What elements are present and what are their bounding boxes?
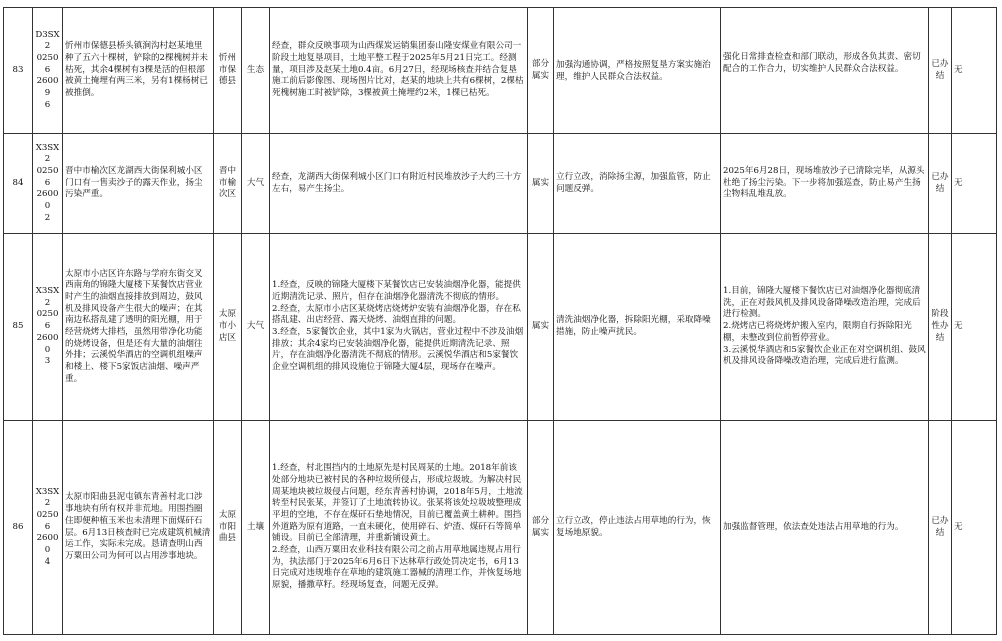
rectification-measures: 立行立改，停止违法占用草地的行为，恢复场地原貌。 — [554, 421, 721, 635]
issue-description: 太原市阳曲县泥屯镇东青善村北口涉事地块有所有权并非荒地。用围挡圈住即便种植玉米也未清理下面煤矸石层。6月13日核查时已完成建筑机械清运工作，实际未完成。恳请查明山西万粟田公司为何可以占用涉事地块。 — [63, 421, 214, 635]
status: 阶段性办结 — [929, 234, 952, 421]
accountability: 无 — [952, 8, 997, 134]
region: 太原市阳曲县 — [214, 421, 242, 635]
investigation-findings: 经查，龙湖西大街保利城小区门口有附近村民堆放沙子大约三十方左右，易产生扬尘。 — [270, 134, 528, 234]
case-code: X3SX2 02506 26000 2 — [33, 134, 63, 234]
case-code: D3SX2 02506 26009 6 — [33, 8, 63, 134]
pollution-type: 土壤 — [242, 421, 270, 635]
issue-description: 忻州市保德县桥头镇涧沟村赵某地里种了五六十棵树，铲除的2棵槐树并未枯死，其余4棵树有3棵是活的但根部被黄土掩埋有两三米，另有1棵杨树已被推倒。 — [63, 8, 214, 134]
complaint-table — [3, 7, 997, 635]
status: 已办结 — [929, 421, 952, 635]
pollution-type: 大气 — [242, 134, 270, 234]
status: 已办结 — [929, 8, 952, 134]
case-code: X3SX2 02506 26000 4 — [33, 421, 63, 635]
verdict: 部分属实 — [528, 421, 554, 635]
row-number: 83 — [4, 8, 33, 134]
verdict: 属实 — [528, 234, 554, 421]
verdict: 属实 — [528, 134, 554, 234]
table-row — [4, 8, 997, 134]
status: 已办结 — [929, 134, 952, 234]
issue-description: 太原市小店区许东路与学府东街交叉西南角的锦隆大厦楼下某餐饮店营业时产生的油烟直接排放到周边，鼓风机及排风设备产生很大的噪声；在其南边私搭乱建了透明的阳光棚，用于经营烧烤大排档，虽然用带净化功能的烧烤设备，但是还有大量的油烟往外排；云溪悦华酒店的空调机组噪声和楼上、楼下5家饭店油烟、噪声严重。 — [63, 234, 214, 421]
verdict: 部分属实 — [528, 8, 554, 134]
progress: 强化日常排查检查和部门联动，形成各负其责、密切配合的工作合力，切实维护人民群众合法权益。 — [721, 8, 929, 134]
region: 太原市小店区 — [214, 234, 242, 421]
accountability: 无 — [952, 421, 997, 635]
row-number: 86 — [4, 421, 33, 635]
table-row — [4, 134, 997, 234]
investigation-findings: 1.经查，反映的锦隆大厦楼下某餐饮店已安装油烟净化器，能提供近期清洗记录、照片，但存在油烟净化器清洗不彻底的情形。 2.经查，太原市小店区某烧烤店烧烤炉安装有油烟净化器，存在私搭乱建、出店经营、露天烧烤、油烟直排的问题。 3.经查，5家餐饮企业，其中1家为火锅店，营业过程中不涉及油烟排放；其余4家均已安装油烟净化器，能提供近期清洗记录、照片，存在油烟净化器清洗不彻底的情形。云溪悦华酒店和5家餐饮企业空调机组的排风设施位于锦隆大厦4层，现场存在噪声。 — [270, 234, 528, 421]
rectification-measures: 加强沟通协调，严格按照复垦方案实施治理，维护人民群众合法权益。 — [554, 8, 721, 134]
pollution-type: 生态 — [242, 8, 270, 134]
investigation-findings: 1.经查，村北围挡内的土地原先是村民周某的土地。2018年前该处部分地块已被村民的各种垃圾所侵占，形成垃圾坡。为解决村民周某地块被垃圾侵占问题，经东青善村协调，2018年5月，土地流转至村民张某，并签订了土地流转协议。张某将该处垃圾坡整理成平坦的空地，不存在煤矸石垫地情况，目前已覆盖黄土耕种。围挡外道路为原有道路，一直未硬化，使用碎石、炉渣、煤矸石等简单铺设。目前已全部清理，并重新铺设黄土。 2.经查，山西万粟田农业科技有限公司之前占用草地属违规占用行为，执法部门于2025年6月6日下达林草行政处罚决定书，6月13日完成对违规堆存在草地的建筑施工器械的清理工作，并恢复场地原貌，播撒草籽。经现场复查，问题无反弹。 — [270, 421, 528, 635]
rectification-measures: 清洗油烟净化器，拆除阳光棚，采取降噪措施，防止噪声扰民。 — [554, 234, 721, 421]
accountability: 无 — [952, 134, 997, 234]
progress: 2025年6月28日，现场堆放沙子已清除完毕，从源头杜绝了扬尘污染。下一步将加强巡查，防止易产生扬尘物料乱堆乱放。 — [721, 134, 929, 234]
table-row — [4, 234, 997, 421]
table-row — [4, 421, 997, 635]
issue-description: 晋中市榆次区龙湖西大街保利城小区门口有一售卖沙子的露天作业，扬尘污染严重。 — [63, 134, 214, 234]
region: 晋中市榆次区 — [214, 134, 242, 234]
case-code: X3SX2 02506 26000 3 — [33, 234, 63, 421]
progress: 1.目前，锦隆大厦楼下餐饮店已对油烟净化器彻底清洗，正在对鼓风机及排风设备降噪改造治理，完成后进行检测。 2.烧烤店已将烧烤炉搬入室内，限期自行拆除阳光棚，未整改到位前暂停营业。 3.云溪悦华酒店和5家餐饮企业正在对空调机组、鼓风机及排风设备降噪改造治理，完成后进行监测。 — [721, 234, 929, 421]
pollution-type: 大气 — [242, 234, 270, 421]
rectification-measures: 立行立改，消除扬尘源，加强监管，防止问题反弹。 — [554, 134, 721, 234]
progress: 加强监督管理，依法查处违法占用草地的行为。 — [721, 421, 929, 635]
accountability: 无 — [952, 234, 997, 421]
investigation-findings: 经查，群众反映事项为山西煤炭运销集团泰山隆安煤业有限公司一阶段土地复垦项目，土地平整工程于2025年5月21日完工。经测量，项目涉及赵某土地0.4亩。6月27日，经现场核查并结合复垦施工前后影像图、现场图片比对，赵某的地块上共有6棵树，2棵枯死槐树施工时被铲除，3棵被黄土掩埋约2米，1棵已枯死。 — [270, 8, 528, 134]
region: 忻州市保德县 — [214, 8, 242, 134]
row-number: 84 — [4, 134, 33, 234]
row-number: 85 — [4, 234, 33, 421]
